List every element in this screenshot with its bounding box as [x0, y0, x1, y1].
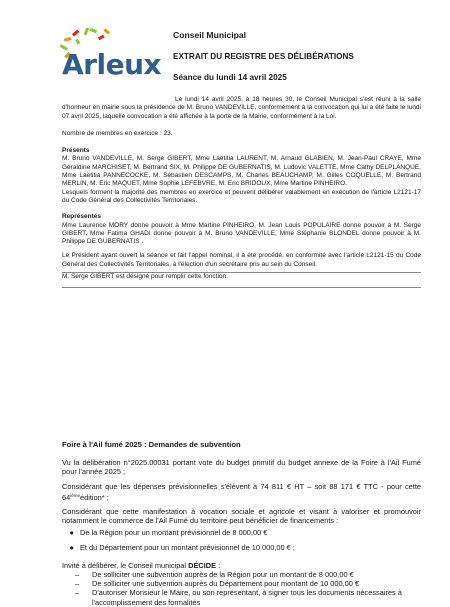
decision-text: D'autoriser Monsieur le Maire, ou son représentant, à signer tous les documents nécessaires à l'accomplissement des formalités: [92, 588, 402, 607]
opening-text: Le Président ayant ouvert la séance et fait l'appel nominal, il a été procédé, en conformité avec l'article L2121-15 du Code Général des Collectivités Territoriales, à l'élection d'un secrétaire pris au sein du Conseil.: [62, 252, 421, 268]
decision-item: [62, 588, 421, 606]
deliberation-section: [62, 440, 421, 607]
logo-wordmark: Arleux: [62, 48, 162, 81]
edition-superscript: ième: [70, 492, 80, 498]
dash-marker: –: [74, 579, 80, 589]
decide-intro: Invité à délibérer, le Conseil municipal: [62, 560, 189, 570]
decide-word: DÉCIDE: [188, 560, 217, 570]
bullet-text: Et du Département pour un montant prévisionnel de 10 000,00 € ;: [80, 542, 295, 552]
minutes-body: [62, 96, 421, 288]
deliberation-considerant-1: [62, 482, 421, 502]
bullet-icon: ●: [69, 528, 74, 538]
bullet-item: [62, 528, 421, 537]
present-list: M. Bruno VANDEVILLE, M. Serge GIBERT, Mme Laëtitia LAURENT, M. Arnaud GLABIEN, M. Jean-Paul CRAYE, Mme Géraldine MARCHISET, M. Bertrand SIX, M. Philippe DE GUBERNATIS, M. Ludovic VALETTE, Mme Cathy DELPLANQUE, Mme Laëtitia PANNECOCKE, M. Sébastien DESCAMPS, M. Charles BEAUCHAMP, M. Gilles COQUELLE, M. Bertrand MERLIN, M. Eric MAQUET, Mme Sophie LEFEBVRE, M. Eric BRIDOUX, Mme Martine PINHEIRO.: [62, 155, 421, 188]
deliberation-title: Foire à l'Ail fumé 2025 : Demandes de subvention: [62, 440, 241, 449]
decision-item: [62, 579, 421, 588]
deliberation-vu: Vu la délibération n°2025.00031 portant vote du budget primitif du budget annexe de la Foire à l'Ail Fumé pour l'année 2025 ;: [62, 458, 421, 477]
represented-list: Mme Laurence MORY donne pouvoir à Mme Martine PINHEIRO, M. Jean Louis POPULAIRE donne pouvoir à M. Serge GIBERT, Mme Fatima GHADI donne pouvoir à M. Bruno VANDEVILLE, Mme Stéphanie BLONDEL donne pouvoir à M. Philippe DE GUBERNATIS .: [62, 221, 421, 246]
intro-paragraph: Le lundi 14 avril 2025, à 18 heures 30, le Conseil Municipal s'est réuni à la salle d'honneur en mairie sous la présidence de M. Bruno VANDEVILLE, conformément à la convocation qui lui a été faite le lundi 07 avril 2025, laquelle convocation a été affichée à la porte de la Mairie, conformément à la Loi.: [62, 96, 421, 120]
represented-heading: Représentés: [62, 213, 102, 221]
divider: [62, 287, 421, 288]
decision-item: [62, 570, 421, 579]
bullet-icon: ●: [69, 542, 74, 552]
dash-marker: –: [74, 570, 80, 580]
quorum-text: Lesquels forment la majorité des membres en exercice et peuvent délibérer valablement en exécution de l'article L2121-17 du Code Général des Collectivités Territoriales.: [62, 188, 421, 204]
secretary-text: M. Serge GIBERT est désigné pour remplir cette fonction.: [62, 273, 228, 281]
bullet-item: [62, 543, 421, 552]
dash-marker: –: [74, 588, 80, 598]
members-count: Nombre de membres en exercice : 23.: [62, 129, 173, 137]
decide-line: [62, 561, 421, 570]
decision-text: De solliciter une subvention auprès du Département pour montant de 10 000,00 €: [92, 579, 360, 589]
decide-colon: :: [216, 560, 221, 570]
document-header: [173, 30, 433, 82]
document-type: EXTRAIT DU REGISTRE DES DÉLIBÉRATIONS: [173, 52, 354, 61]
present-heading: Présents: [62, 147, 90, 155]
decision-text: De solliciter une subvention auprès de la Région pour un montant de 8 000,00 €: [92, 570, 354, 580]
considerant-1-text: Considérant que les dépenses prévisionnelles s'élèvent à 74 811 € HT – soit 88 171 € TTC - pour cette 64: [62, 481, 421, 502]
org-name: Conseil Municipal: [173, 30, 247, 40]
deliberation-considerant-2: Considérant que cette manifestation à vocation sociale et agricole et visant à valoriser et promouvoir notamment le commerce de l'Ail Fumé du territoire peut bénéficier de financements :: [62, 507, 421, 526]
considerant-1-end: édition* ;: [80, 492, 109, 502]
session-date: Séance du lundi 14 avril 2025: [173, 73, 287, 82]
bullet-text: De la Région pour un montant prévisionnel de 8 000,00 €: [80, 528, 268, 538]
